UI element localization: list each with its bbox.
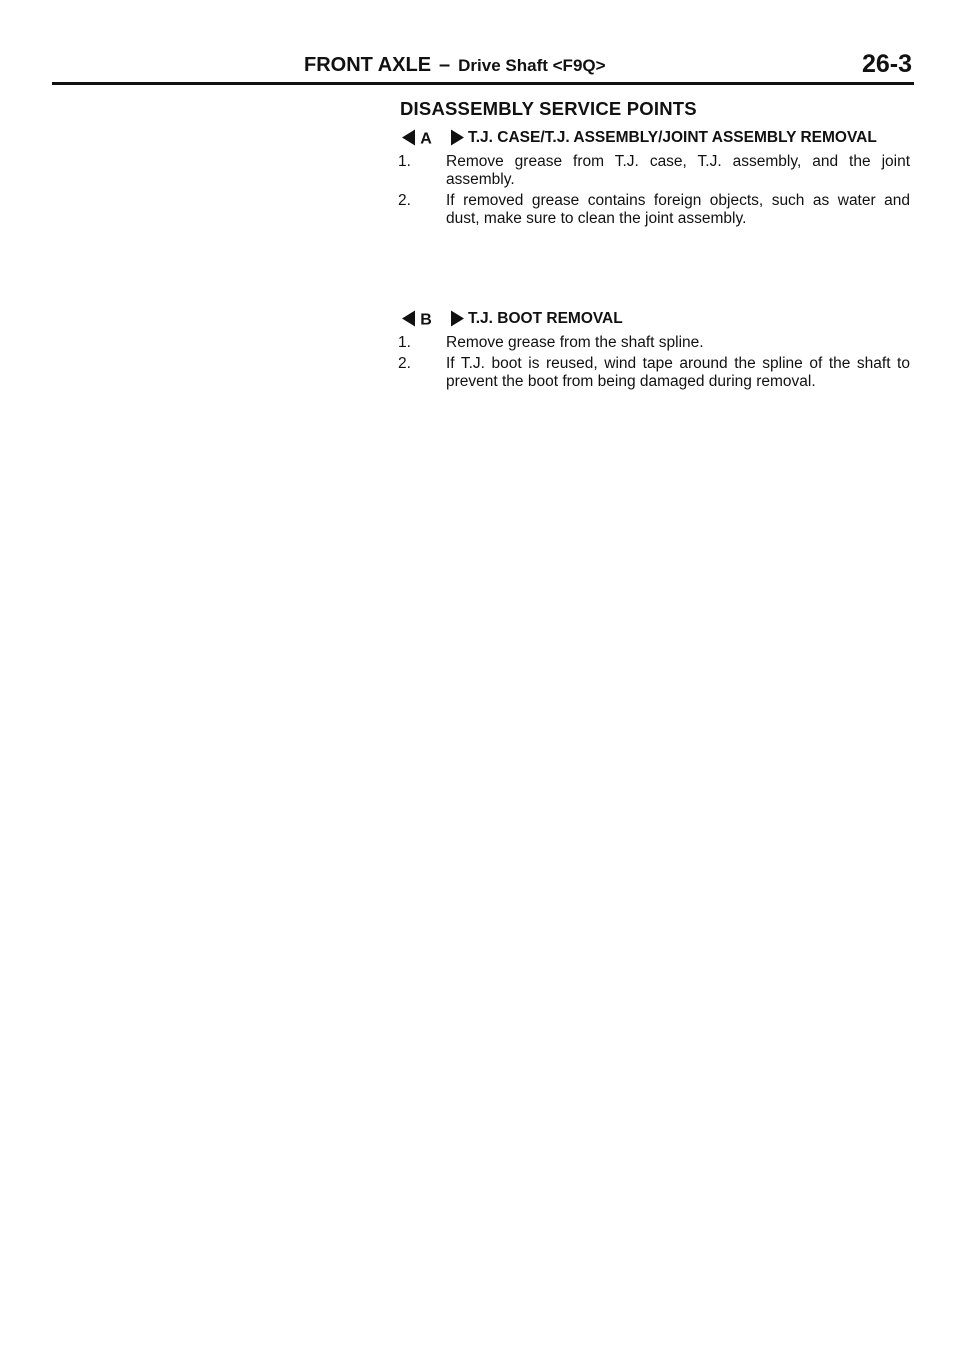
step-number: 2.	[398, 192, 411, 209]
block-heading-text: T.J. BOOT REMOVAL	[468, 310, 623, 327]
main-content	[398, 98, 910, 394]
marker-letter: B	[420, 311, 432, 328]
step-text: If removed grease contains foreign objects, such as water and dust, make sure to clean the joint assembly.	[446, 192, 910, 227]
block-heading	[402, 309, 910, 328]
spacer	[398, 231, 910, 309]
section-title: DISASSEMBLY SERVICE POINTS	[400, 98, 697, 119]
service-point-marker-b-icon	[402, 309, 464, 328]
service-point-marker-a-icon	[402, 128, 464, 147]
step-number: 1.	[398, 334, 411, 351]
list-item	[398, 192, 910, 228]
marker-letter: A	[420, 130, 432, 147]
list-item	[398, 153, 910, 189]
header-section-title: FRONT AXLE	[304, 54, 432, 76]
step-list	[398, 334, 910, 391]
step-number: 1.	[398, 153, 411, 170]
service-point-block-b	[398, 309, 910, 391]
block-heading-text: T.J. CASE/T.J. ASSEMBLY/JOINT ASSEMBLY REMOVAL	[468, 129, 877, 146]
page-header	[52, 50, 914, 86]
page-number: 26-3	[861, 50, 912, 78]
header-title	[304, 54, 606, 77]
service-point-block-a	[398, 128, 910, 228]
block-heading	[402, 128, 910, 147]
step-text: Remove grease from T.J. case, T.J. assembly, and the joint assembly.	[446, 153, 910, 188]
step-number: 2.	[398, 355, 411, 372]
step-text: Remove grease from the shaft spline.	[446, 334, 704, 351]
header-dash: –	[439, 54, 451, 76]
list-item	[398, 355, 910, 391]
header-rule	[52, 82, 914, 85]
header-subtitle: Drive Shaft <F9Q>	[458, 56, 606, 75]
step-list	[398, 153, 910, 228]
list-item	[398, 334, 910, 352]
step-text: If T.J. boot is reused, wind tape around the spline of the shaft to prevent the boot from being damaged during removal.	[446, 355, 910, 390]
